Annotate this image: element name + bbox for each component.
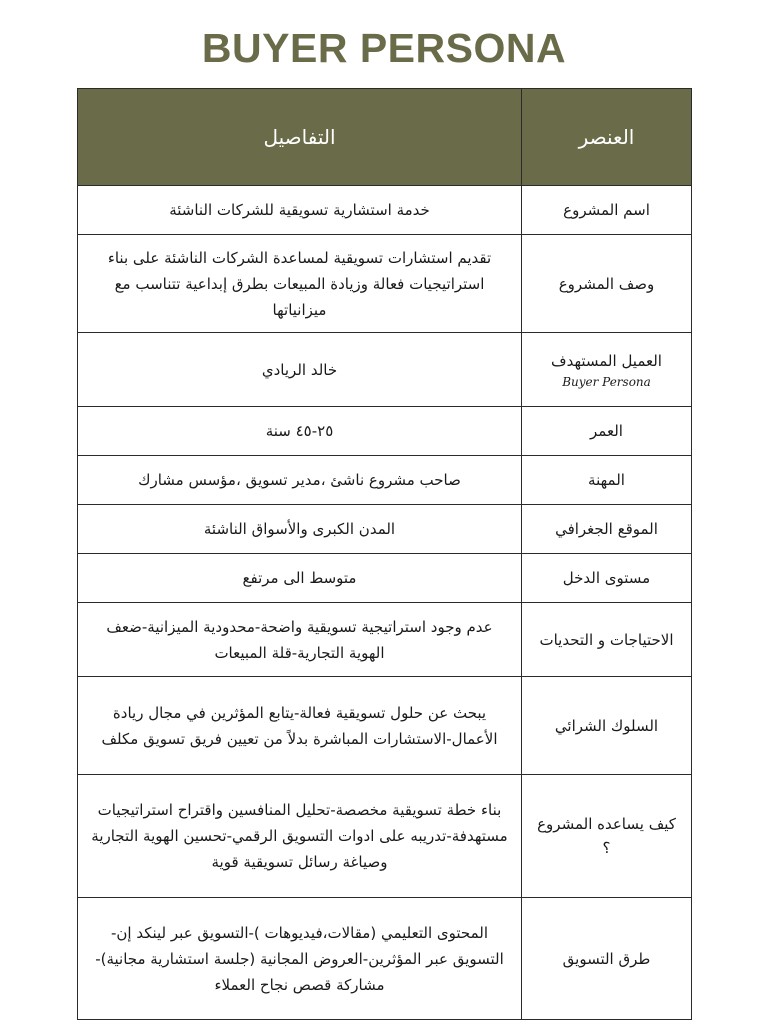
- table-row: [78, 186, 692, 235]
- row-details: تقديم استشارات تسويقية لمساعدة الشركات الناشئة على بناء استراتيجيات فعالة وزيادة المبيعات بطرق إبداعية تتناسب مع ميزانياتها: [78, 235, 522, 333]
- table-row: [78, 505, 692, 554]
- table-row: [78, 407, 692, 456]
- header-details: التفاصيل: [78, 89, 522, 186]
- row-element: السلوك الشرائي: [522, 677, 692, 775]
- table-header-row: [78, 89, 692, 186]
- table-row: [78, 775, 692, 898]
- table-row: [78, 603, 692, 677]
- row-element: كيف يساعده المشروع ؟: [522, 775, 692, 898]
- row-element: الاحتياجات و التحديات: [522, 603, 692, 677]
- row-element: العميل المستهدف: [551, 351, 662, 370]
- row-details: المدن الكبرى والأسواق الناشئة: [78, 505, 522, 554]
- table-row: [78, 898, 692, 1020]
- row-details: المحتوى التعليمي (مقالات،فيديوهات )-التسويق عبر لينكد إن-التسويق عبر المؤثرين-العروض المجانية (جلسة استشارية مجانية)-مشاركة قصص نجاح العملاء: [78, 898, 522, 1020]
- row-details: خالد الريادي: [78, 333, 522, 407]
- row-details: بناء خطة تسويقية مخصصة-تحليل المنافسين واقتراح استراتيجيات مستهدفة-تدريبه على ادوات التسويق الرقمي-تحسين الهوية التجارية وصياغة رسائل تسويقية قوية: [78, 775, 522, 898]
- row-element: مستوى الدخل: [522, 554, 692, 603]
- header-element: العنصر: [522, 89, 692, 186]
- table-row: [78, 554, 692, 603]
- row-element: المهنة: [522, 456, 692, 505]
- row-details: متوسط الى مرتفع: [78, 554, 522, 603]
- row-element: الموقع الجغرافي: [522, 505, 692, 554]
- row-element: طرق التسويق: [522, 898, 692, 1020]
- table-row: [78, 677, 692, 775]
- row-details: ٢٥-٤٥ سنة: [78, 407, 522, 456]
- row-details: خدمة استشارية تسويقية للشركات الناشئة: [78, 186, 522, 235]
- row-details: عدم وجود استراتيجية تسويقية واضحة-محدودية الميزانية-ضعف الهوية التجارية-قلة المبيعات: [78, 603, 522, 677]
- table-row: [78, 456, 692, 505]
- persona-table: [77, 88, 692, 1020]
- row-element-cell: [522, 333, 692, 407]
- row-element: وصف المشروع: [522, 235, 692, 333]
- page-title: BUYER PERSONA: [201, 25, 567, 71]
- row-element-subtitle: Buyer Persona: [562, 374, 651, 389]
- table-row: [78, 235, 692, 333]
- row-details: صاحب مشروع ناشئ ،مدير تسويق ،مؤسس مشارك: [78, 456, 522, 505]
- row-details: يبحث عن حلول تسويقية فعالة-يتابع المؤثرين في مجال ريادة الأعمال-الاستشارات المباشرة بدلاً من تعيين فريق تسويق مكلف: [78, 677, 522, 775]
- row-element: اسم المشروع: [522, 186, 692, 235]
- table-row: [78, 333, 692, 407]
- row-element: العمر: [522, 407, 692, 456]
